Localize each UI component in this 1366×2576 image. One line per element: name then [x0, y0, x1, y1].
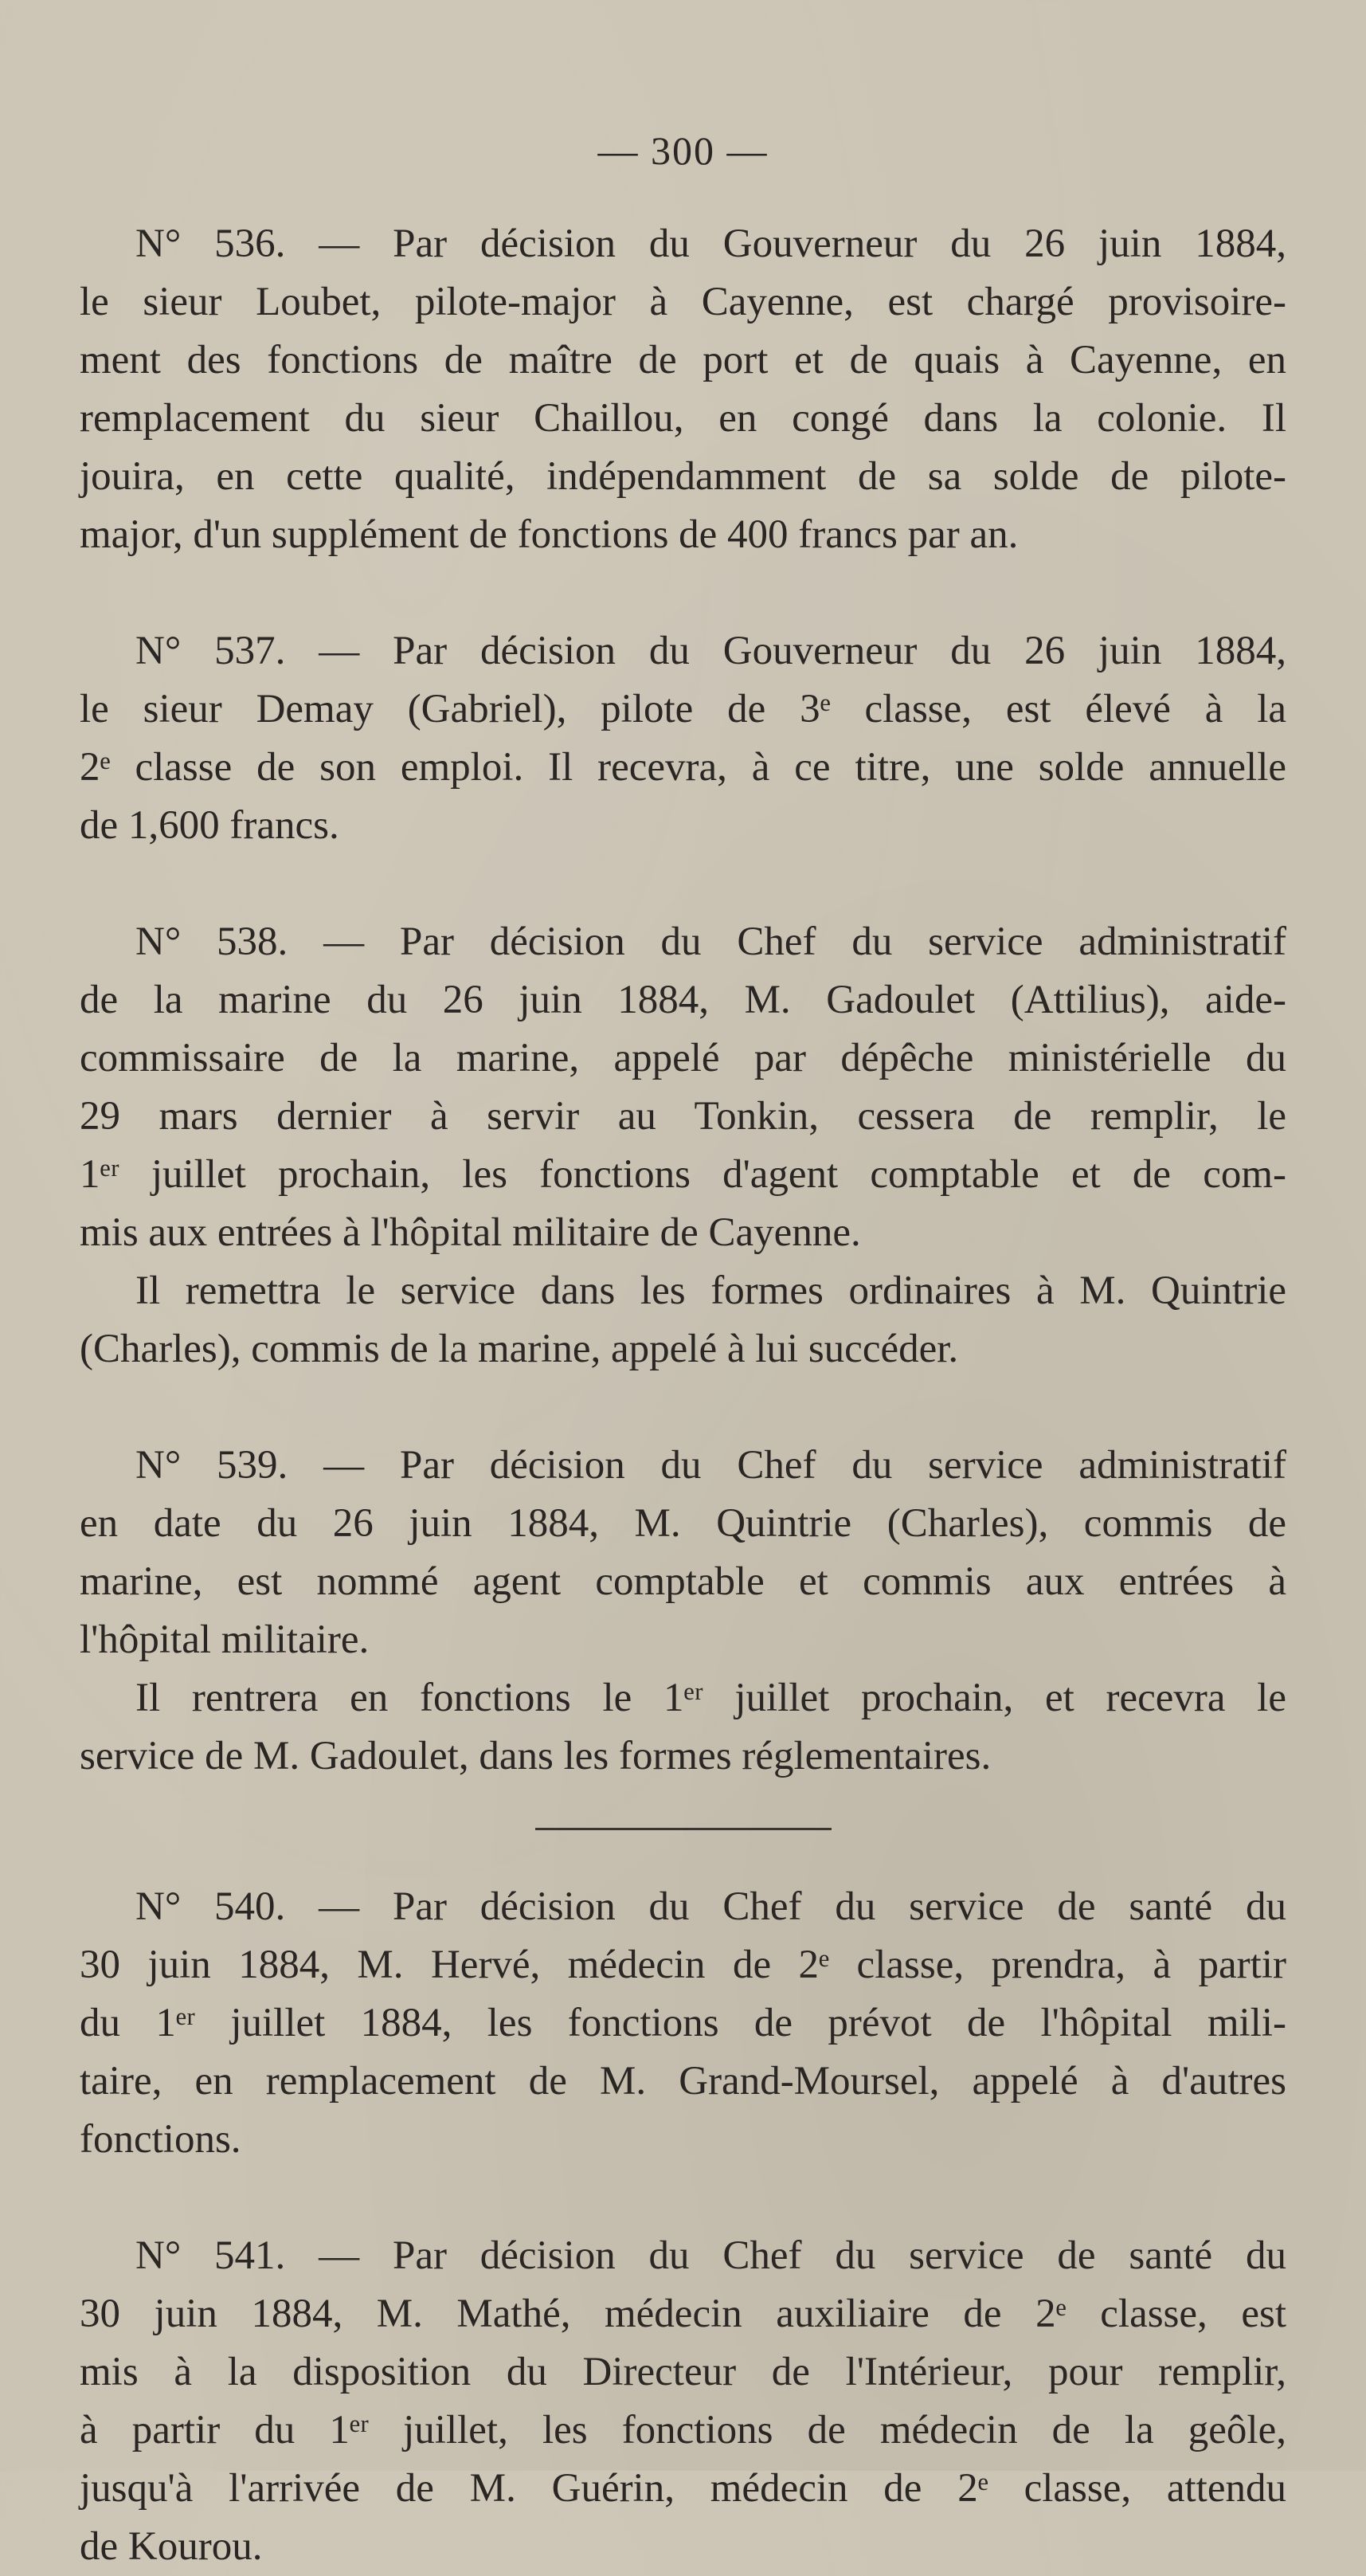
decision-539 [80, 1437, 1286, 1669]
text-line: Il rentrera en fonctions le 1ᵉʳ juillet prochain, et recevra le [135, 1676, 1286, 1720]
text-line: N° 538. — Par décision du Chef du service administratif [135, 919, 1286, 964]
text-line: marine, est nommé agent comptable et commis aux entrées à [80, 1559, 1286, 1604]
section-divider [535, 1828, 832, 1830]
text-line: remplacement du sieur Chaillou, en congé dans la colonie. Il [80, 396, 1286, 441]
text-line: de 1,600 francs. [80, 803, 339, 848]
text-line: jouira, en cette qualité, indépendamment de sa solde de pilote- [80, 454, 1286, 499]
text-line: N° 541. — Par décision du Chef du service de santé du [135, 2233, 1286, 2278]
text-line: Il remettra le service dans les formes ordinaires à M. Quintrie [135, 1268, 1286, 1313]
text-line: 30 juin 1884, M. Mathé, médecin auxiliaire de 2ᵉ classe, est [80, 2292, 1286, 2336]
text-line: major, d'un supplément de fonctions de 400 francs par an. [80, 512, 1019, 557]
text-line: de Kourou. [80, 2524, 263, 2569]
text-line: 29 mars dernier à servir au Tonkin, cessera de remplir, le [80, 1094, 1286, 1139]
decision-538-continuation [80, 1262, 1286, 1378]
decision-537 [80, 622, 1286, 855]
text-line: ment des fonctions de maître de port et de quais à Cayenne, en [80, 338, 1286, 382]
text-line: à partir du 1ᵉʳ juillet, les fonctions de médecin de la geôle, [80, 2408, 1286, 2452]
decision-541 [80, 2227, 1286, 2576]
text-line: 30 juin 1884, M. Hervé, médecin de 2ᵉ classe, prendra, à partir [80, 1943, 1286, 1987]
text-line: le sieur Demay (Gabriel), pilote de 3ᵉ classe, est élevé à la [80, 687, 1286, 731]
text-line: fonctions. [80, 2117, 241, 2162]
text-line: mis aux entrées à l'hôpital militaire de Cayenne. [80, 1210, 861, 1255]
page-content [80, 215, 1286, 2576]
text-line: de la marine du 26 juin 1884, M. Gadoulet (Attilius), aide- [80, 978, 1286, 1022]
decision-538 [80, 913, 1286, 1262]
text-line: 1ᵉʳ juillet prochain, les fonctions d'agent comptable et de com- [80, 1152, 1286, 1197]
decision-540 [80, 1878, 1286, 2169]
text-line: 2ᵉ classe de son emploi. Il recevra, à ce titre, une solde annuelle [80, 745, 1286, 790]
page-number: — 300 — [597, 128, 769, 173]
decision-539-continuation [80, 1669, 1286, 1786]
text-line: (Charles), commis de la marine, appelé à lui succéder. [80, 1327, 959, 1371]
text-line: N° 540. — Par décision du Chef du service de santé du [135, 1884, 1286, 1929]
text-line: commissaire de la marine, appelé par dépêche ministérielle du [80, 1036, 1286, 1080]
text-line: mis à la disposition du Directeur de l'Intérieur, pour remplir, [80, 2350, 1286, 2394]
text-line: service de M. Gadoulet, dans les formes réglementaires. [80, 1734, 992, 1778]
text-line: N° 537. — Par décision du Gouverneur du 26 juin 1884, [135, 629, 1286, 673]
text-line: jusqu'à l'arrivée de M. Guérin, médecin de 2ᵉ classe, attendu [80, 2466, 1286, 2511]
text-line: taire, en remplacement de M. Grand-Moursel, appelé à d'autres [80, 2059, 1286, 2104]
text-line: N° 539. — Par décision du Chef du service administratif [135, 1443, 1286, 1488]
text-line: l'hôpital militaire. [80, 1617, 370, 1662]
text-line: du 1ᵉʳ juillet 1884, les fonctions de prévot de l'hôpital mili- [80, 2001, 1286, 2045]
decision-536 [80, 215, 1286, 564]
text-line: N° 536. — Par décision du Gouverneur du 26 juin 1884, [135, 222, 1286, 266]
text-line: le sieur Loubet, pilote-major à Cayenne, est chargé provisoire- [80, 280, 1286, 324]
text-line: en date du 26 juin 1884, M. Quintrie (Charles), commis de [80, 1501, 1286, 1546]
